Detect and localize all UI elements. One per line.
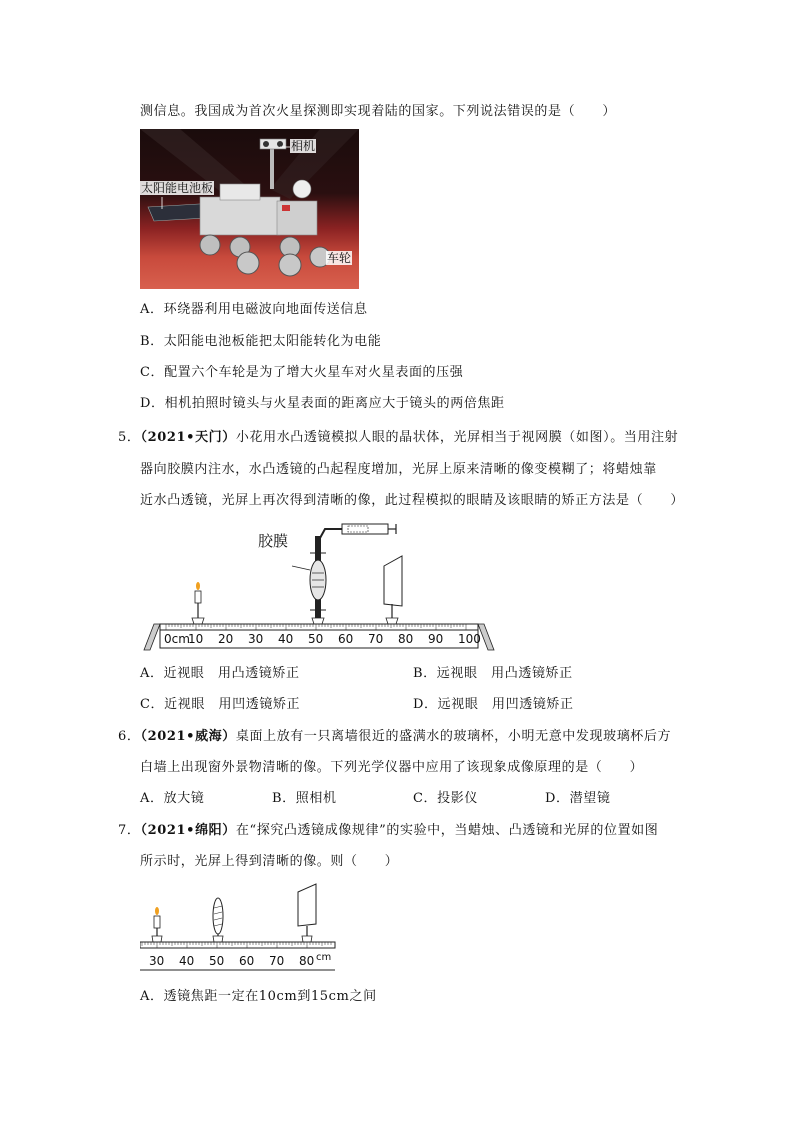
- q7-ruler-label: 30: [149, 954, 165, 968]
- q5-option-d: D．远视眼 用凹透镜矫正: [413, 697, 574, 712]
- q6-line-2: 白墙上出现窗外景物清晰的像。下列光学仪器中应用了该现象成像原理的是（ ）: [140, 760, 644, 775]
- q6-line-1: [118, 729, 671, 745]
- q5-ruler-label: 100: [458, 632, 481, 646]
- q6-option-c: C．投影仪: [413, 791, 478, 806]
- q5-line-3: 近水凸透镜，光屏上再次得到清晰的像，此过程模拟的眼睛及该眼睛的矫正方法是（ ）: [140, 493, 685, 508]
- label-wheel: 车轮: [327, 251, 352, 265]
- q5-option-c: C．近视眼 用凹透镜矫正: [140, 697, 301, 712]
- q4-option-c: C．配置六个车轮是为了增大火星车对火星表面的压强: [140, 365, 464, 380]
- rover-illustration: [140, 129, 359, 289]
- q7-text-1: 在“探究凸透镜成像规律”的实验中，当蜡烛、凸透镜和光屏的位置如图: [235, 823, 659, 838]
- q5-ruler-label: 80: [398, 632, 414, 646]
- q5-ruler-label: 30: [248, 632, 264, 646]
- q7-option-a: A．透镜焦距一定在10cm到15cm之间: [140, 989, 377, 1004]
- q7-line-2: 所示时，光屏上得到清晰的像。则（ ）: [140, 854, 399, 869]
- q6-option-d: D．潜望镜: [545, 791, 611, 806]
- q4-option-d: D．相机拍照时镜头与火星表面的距离应大于镜头的两倍焦距: [140, 396, 505, 411]
- q5-ruler-label: 60: [338, 632, 354, 646]
- q5-ruler-label: 20: [218, 632, 234, 646]
- q6-option-b: B．照相机: [272, 791, 337, 806]
- label-camera: 相机: [291, 139, 316, 153]
- q7-ruler-label: 80: [299, 954, 315, 968]
- q7-ruler-label: 60: [239, 954, 255, 968]
- q7-ruler-label: 40: [179, 954, 195, 968]
- q5-source: （2021•天门）: [140, 430, 236, 445]
- q4-stem-tail: 测信息。我国成为首次火星探测即实现着陆的国家。下列说法错误的是（ ）: [140, 104, 617, 119]
- label-membrane: 胶膜: [258, 532, 289, 550]
- q5-number: 5．: [118, 430, 141, 445]
- q5-option-a: A．近视眼 用凸透镜矫正: [140, 666, 300, 681]
- q7-ruler-label: 70: [269, 954, 285, 968]
- q6-text-1: 桌面上放有一只离墙很近的盛满水的玻璃杯，小明无意中发现玻璃杯后方: [235, 729, 672, 744]
- q4-option-b: B．太阳能电池板能把太阳能转化为电能: [140, 334, 382, 349]
- q7-number: 7．: [118, 823, 141, 838]
- label-solar-panel: 太阳能电池板: [141, 181, 214, 195]
- q5-ruler-label: 90: [428, 632, 444, 646]
- mars-rover-photo: [140, 129, 359, 289]
- q5-ruler-label: 70: [368, 632, 384, 646]
- q7-line-1: [118, 823, 658, 839]
- q5-ruler-label: 0cm: [164, 632, 190, 646]
- q5-line-1: [118, 430, 678, 446]
- q6-number: 6．: [118, 729, 141, 744]
- q7-source: （2021•绵阳）: [140, 823, 236, 838]
- q7-ruler-unit: cm: [316, 952, 332, 963]
- q5-optical-bench-figure: [140, 518, 500, 654]
- q6-source: （2021•威海）: [140, 729, 236, 744]
- q5-ruler-label: 50: [308, 632, 324, 646]
- q7-optical-bench-figure: [140, 880, 350, 975]
- q5-ruler-label: 40: [278, 632, 294, 646]
- q5-option-b: B．远视眼 用凸透镜矫正: [413, 666, 573, 681]
- q5-ruler-label: 10: [188, 632, 204, 646]
- q6-option-a: A．放大镜: [140, 791, 205, 806]
- q7-ruler-label: 50: [209, 954, 225, 968]
- q5-line-2: 器向胶膜内注水，水凸透镜的凸起程度增加，光屏上原来清晰的像变模糊了；将蜡烛靠: [140, 462, 657, 477]
- q5-text-1: 小花用水凸透镜模拟人眼的晶状体，光屏相当于视网膜（如图）。当用注射: [235, 430, 679, 445]
- q4-option-a: A．环绕器利用电磁波向地面传送信息: [140, 302, 368, 317]
